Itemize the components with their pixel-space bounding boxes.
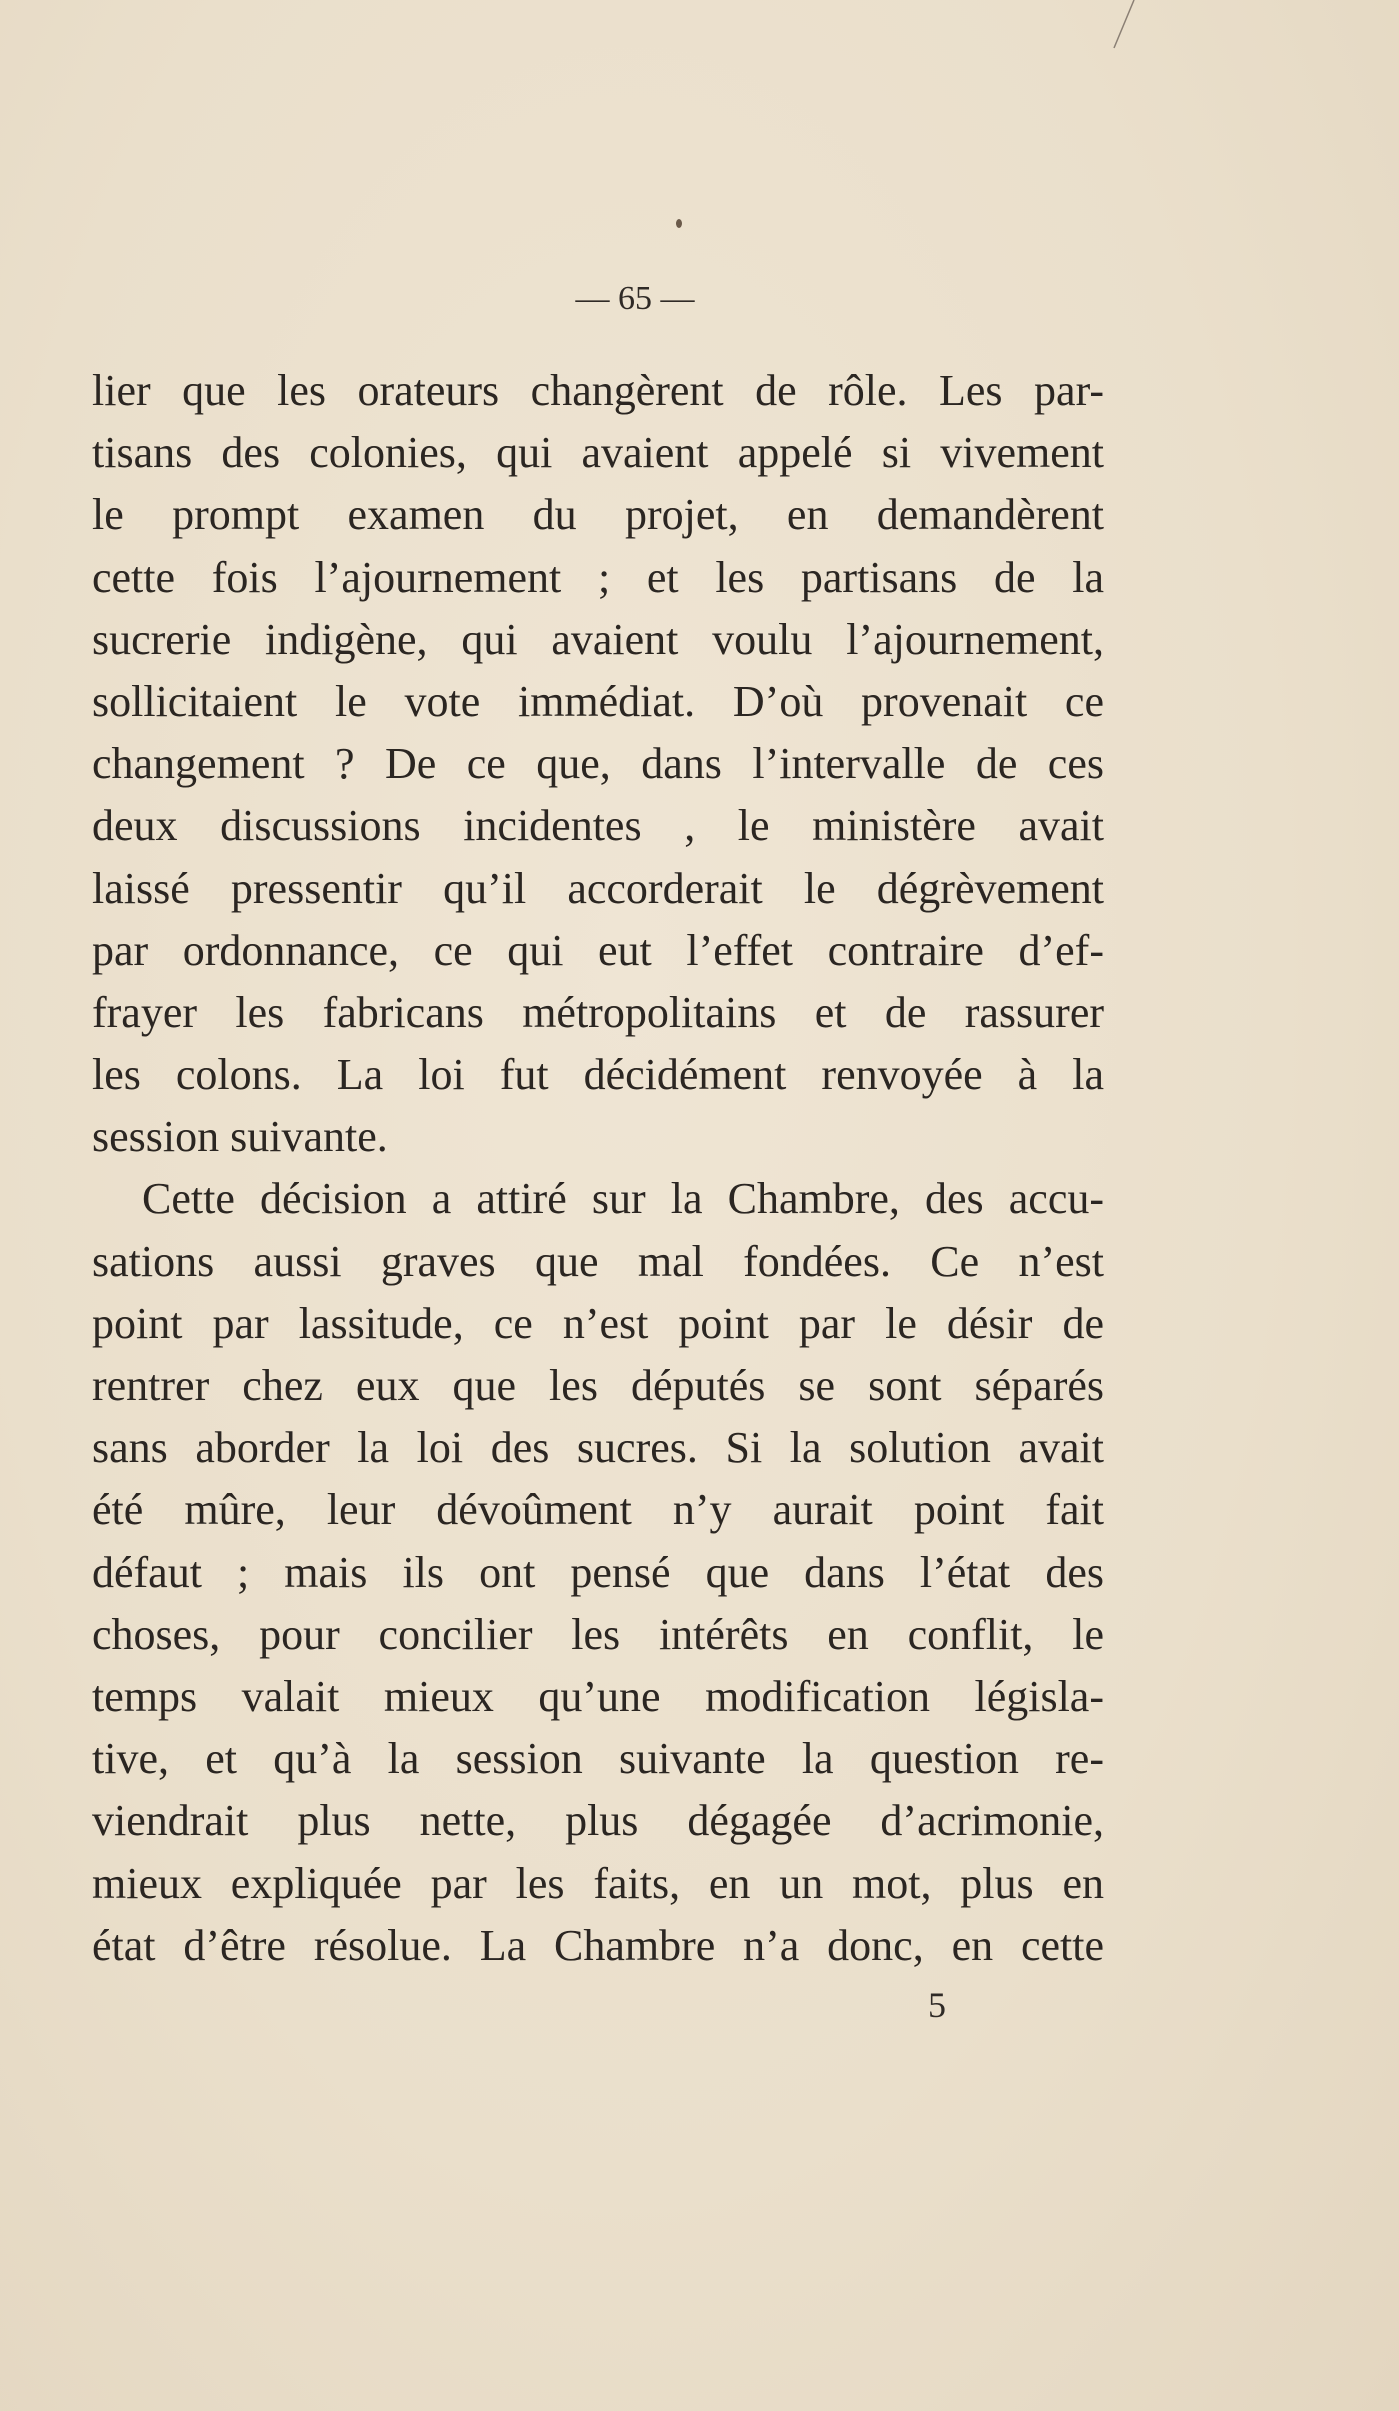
text-line: rentrer chez eux que les députés se sont séparés	[92, 1361, 1104, 1410]
text-line: état d’être résolue. La Chambre n’a donc, en cette	[92, 1920, 1104, 1970]
text-line: choses, pour concilier les intérêts en conflit, le	[92, 1609, 1104, 1659]
text-line: lier que les orateurs changèrent de rôle. Les par-	[92, 366, 1104, 415]
text-line: frayer les fabricans métropolitains et de rassurer	[92, 987, 1104, 1037]
text-line: laissé pressentir qu’il accorderait le dégrèvement	[92, 863, 1104, 913]
ink-speck	[676, 219, 682, 228]
body-text	[92, 360, 1104, 1977]
text-line: le prompt examen du projet, en demandèrent	[92, 490, 1104, 540]
text-line: mieux expliquée par les faits, en un mot, plus en	[92, 1858, 1104, 1908]
text-line: cette fois l’ajournement ; et les partisans de la	[92, 552, 1104, 602]
text-line: sations aussi graves que mal fondées. Ce n’est	[92, 1236, 1104, 1286]
text-line: sucrerie indigène, qui avaient voulu l’ajournement,	[92, 614, 1104, 664]
text-line: deux discussions incidentes , le ministère avait	[92, 801, 1104, 851]
text-line: tive, et qu’à la session suivante la question re-	[92, 1734, 1104, 1784]
text-line: session suivante.	[92, 1112, 388, 1162]
text-line: été mûre, leur dévoûment n’y aurait point fait	[92, 1485, 1104, 1535]
text-line: changement ? De ce que, dans l’intervalle de ces	[92, 739, 1104, 789]
text-line: défaut ; mais ils ont pensé que dans l’état des	[92, 1547, 1104, 1597]
page-number: — 65 —	[575, 280, 695, 317]
text-line: temps valait mieux qu’une modification législa-	[92, 1671, 1104, 1721]
text-line: viendrait plus nette, plus dégagée d’acrimonie,	[92, 1796, 1104, 1846]
text-line: tisans des colonies, qui avaient appelé si vivement	[92, 428, 1104, 478]
text-line: sollicitaient le vote immédiat. D’où provenait ce	[92, 676, 1104, 726]
text-line: par ordonnance, ce qui eut l’effet contraire d’ef-	[92, 925, 1104, 975]
signature-mark: 5	[928, 1985, 946, 2025]
text-line: Cette décision a attiré sur la Chambre, des accu-	[142, 1174, 1104, 1224]
text-line: les colons. La loi fut décidément renvoyée à la	[92, 1050, 1104, 1100]
text-line: sans aborder la loi des sucres. Si la solution avait	[92, 1423, 1104, 1473]
text-line: point par lassitude, ce n’est point par le désir de	[92, 1298, 1104, 1348]
pencil-mark	[1100, 0, 1140, 60]
